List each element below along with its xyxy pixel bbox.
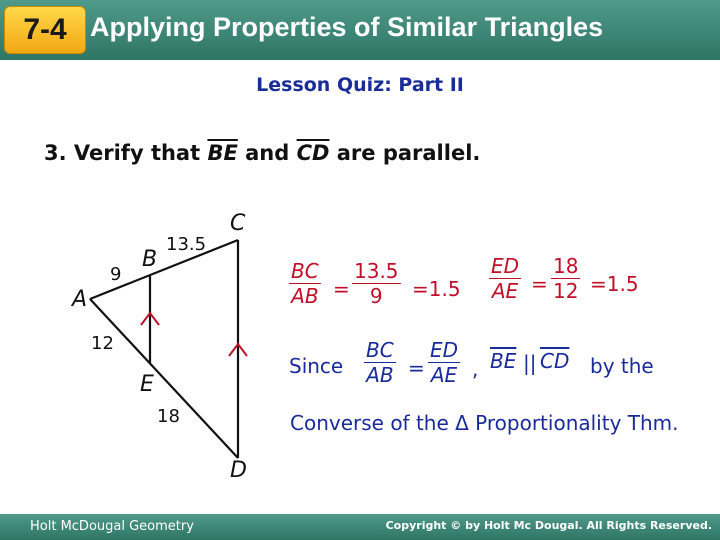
- since-word: Since: [289, 354, 344, 378]
- footer-copyright: Copyright © by Holt Mc Dougal. All Rights Reserved.: [385, 519, 712, 532]
- since-fraction2-denominator: AE: [430, 363, 458, 387]
- ratio1-fraction: [289, 259, 321, 308]
- since-segment-cd: $\overline{CD}$: [540, 349, 570, 373]
- since-fraction1-numerator: BC: [366, 338, 394, 362]
- ratio1-value-numerator: 13.5: [354, 259, 399, 283]
- ratio2-value-denominator: 12: [553, 279, 579, 303]
- lesson-title: Applying Properties of Similar Triangles: [90, 12, 604, 42]
- conclusion-text: Converse of the Δ Proportionality Thm.: [290, 411, 679, 435]
- footer-textbook: Holt McDougal Geometry: [30, 519, 194, 534]
- point-e-label: E: [140, 372, 154, 397]
- since-fraction2-numerator: ED: [430, 338, 459, 362]
- ratio1-equals: =: [333, 277, 350, 301]
- length-ab: 9: [110, 264, 122, 285]
- lesson-number: 7-4: [23, 13, 67, 46]
- question-suffix: are parallel.: [329, 141, 481, 165]
- segment-cd: $\overline{CD}$: [296, 141, 330, 165]
- ratio2-result: =1.5: [590, 272, 639, 296]
- point-c-label: C: [230, 211, 246, 236]
- segment-a-d: [90, 299, 238, 458]
- since-comma: ,: [472, 357, 479, 381]
- ratio2-denominator: AE: [491, 279, 519, 303]
- segment-be: $\overline{BE}$: [207, 141, 238, 165]
- point-a-label: A: [72, 287, 88, 312]
- question-middle: and: [237, 141, 297, 165]
- ratio1-value-denominator: 9: [369, 284, 383, 308]
- ratio2-value-fraction: [551, 254, 580, 303]
- ratio1-value-fraction: [352, 259, 401, 308]
- since-fraction2: [428, 338, 460, 387]
- length-bc: 13.5: [166, 234, 207, 255]
- question-prefix: 3. Verify that: [44, 141, 208, 165]
- since-segment-be: $\overline{BE}$: [490, 349, 517, 373]
- point-d-label: D: [230, 458, 247, 483]
- point-b-label: B: [142, 247, 158, 272]
- ratio2-fraction: [489, 254, 521, 303]
- length-ed: 18: [157, 406, 180, 427]
- parallel-symbol: ||: [523, 351, 537, 375]
- ratio1-numerator: BC: [291, 259, 319, 283]
- ratio2-equals: =: [531, 272, 548, 296]
- ratio2-numerator: ED: [491, 254, 520, 278]
- since-fraction1-denominator: AB: [366, 363, 394, 387]
- ratio1-denominator: AB: [291, 284, 319, 308]
- ratio2-value-numerator: 18: [553, 254, 579, 278]
- quiz-subtitle: Lesson Quiz: Part II: [256, 74, 464, 96]
- since-tail: by the: [590, 354, 654, 378]
- length-ae: 12: [91, 333, 114, 354]
- since-equals: =: [408, 356, 425, 380]
- footer-bar: [0, 514, 720, 540]
- ratio1-result: =1.5: [412, 277, 461, 301]
- since-fraction1: [364, 338, 396, 387]
